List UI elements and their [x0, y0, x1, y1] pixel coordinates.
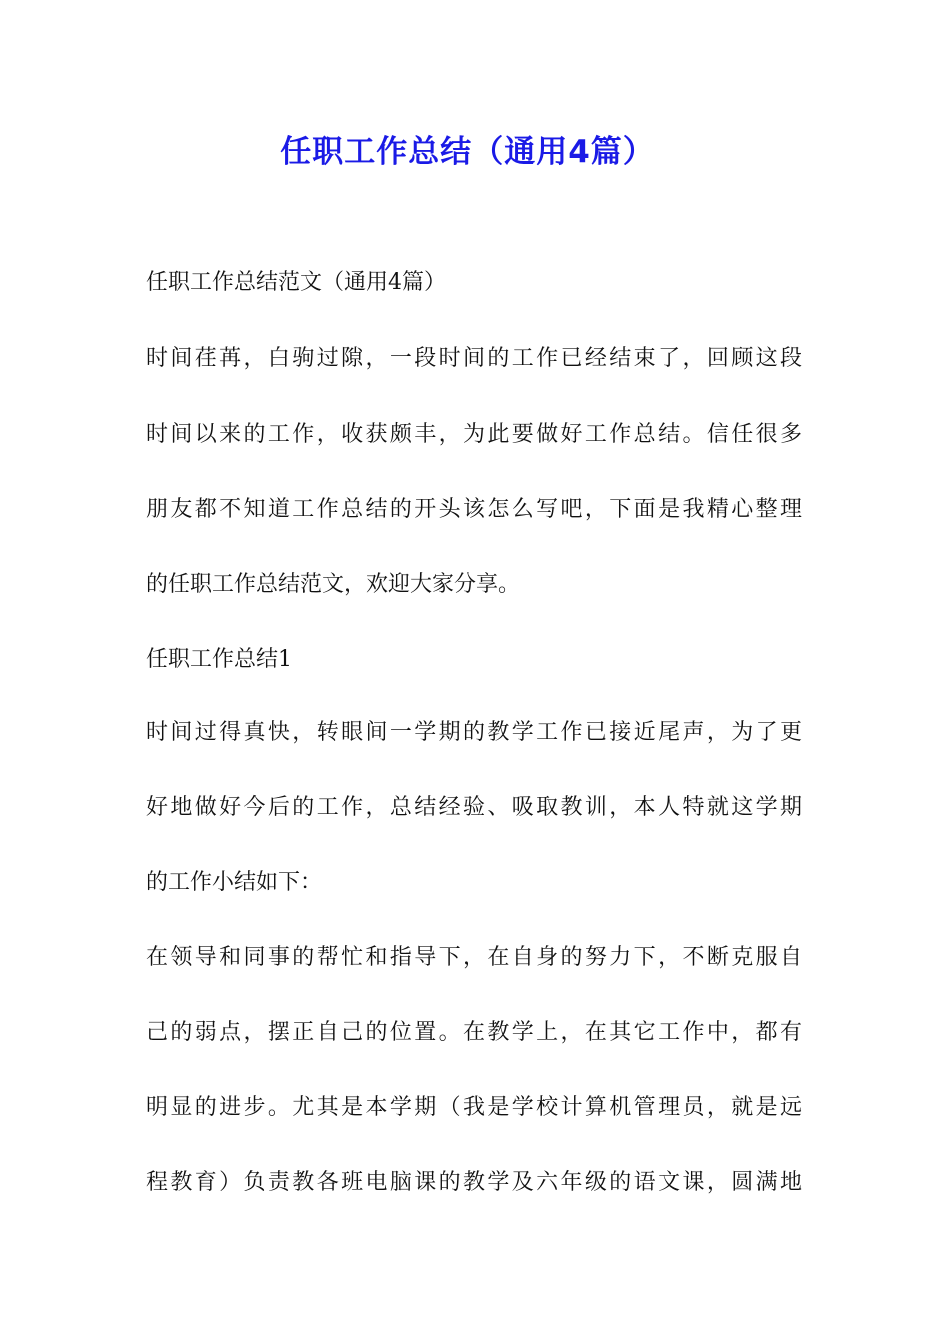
paragraph-line: 时间过得真快，转眼间一学期的教学工作已接近尾声，为了更 — [146, 720, 802, 745]
paragraph-line: 朋友都不知道工作总结的开头该怎么写吧，下面是我精心整理 — [146, 497, 802, 522]
paragraph-line: 时间荏苒，白驹过隙，一段时间的工作已经结束了，回顾这段 — [146, 346, 802, 371]
paragraph-line: 在领导和同事的帮忙和指导下，在自身的努力下，不断克服自 — [146, 945, 802, 970]
subtitle-line: 任职工作总结范文（通用4篇） — [146, 270, 446, 295]
paragraph-line: 程教育）负责教各班电脑课的教学及六年级的语文课，圆满地 — [146, 1170, 802, 1195]
paragraph-line: 的任职工作总结范文，欢迎大家分享。 — [146, 572, 521, 597]
paragraph-line: 时间以来的工作，收获颇丰，为此要做好工作总结。信任很多 — [146, 422, 802, 447]
document-title: 任职工作总结（通用4篇） — [280, 134, 655, 170]
paragraph-line: 的工作小结如下： — [146, 870, 323, 895]
paragraph-line: 明显的进步。尤其是本学期（我是学校计算机管理员，就是远 — [146, 1095, 802, 1120]
paragraph-line: 己的弱点，摆正自己的位置。在教学上，在其它工作中，都有 — [146, 1020, 802, 1045]
section-heading: 任职工作总结1 — [146, 647, 292, 672]
paragraph-line: 好地做好今后的工作，总结经验、吸取教训，本人特就这学期 — [146, 795, 802, 820]
